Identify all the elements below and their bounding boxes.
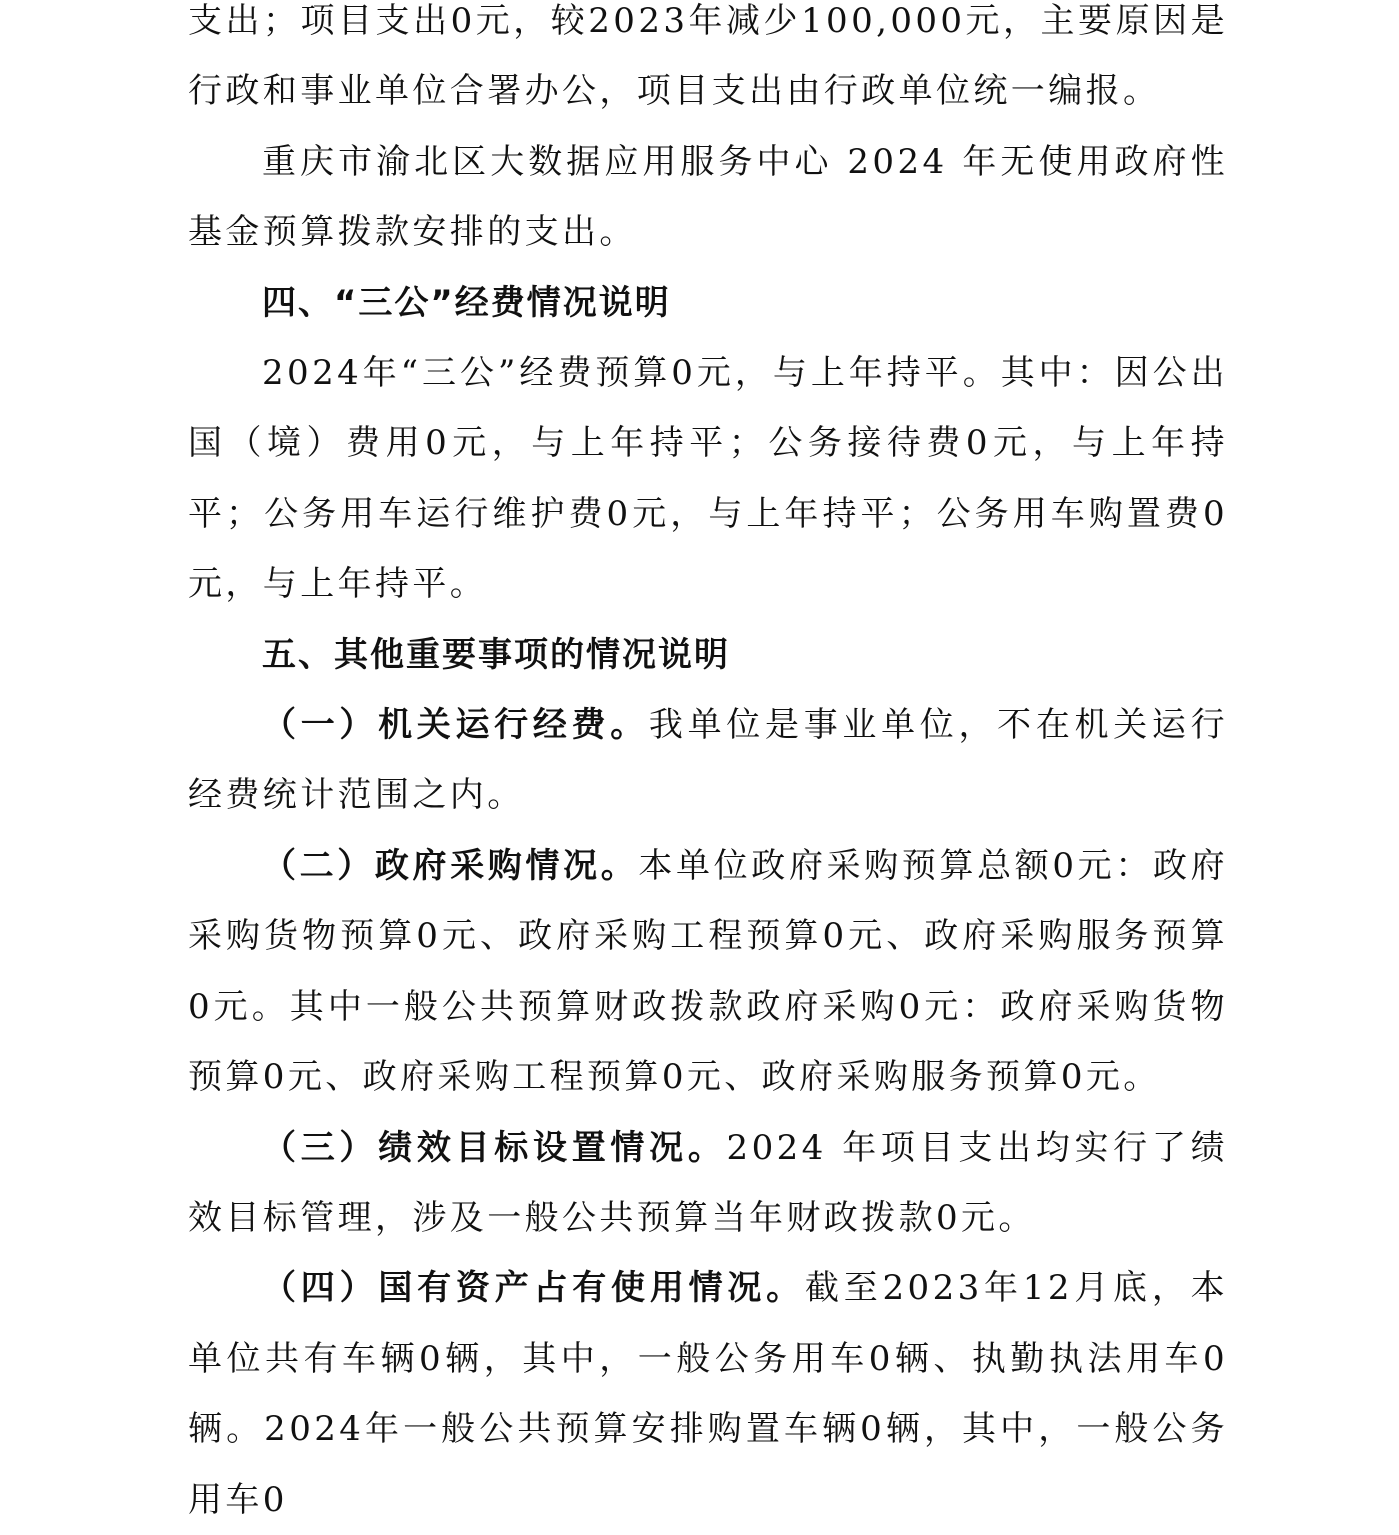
paragraph-state-assets: [188, 1253, 1228, 1535]
section-heading-three-public: 四、“三公”经费情况说明: [262, 282, 671, 323]
item-lead-procurement: （二）政府采购情况。: [262, 845, 639, 886]
paragraph-procurement: [188, 831, 1228, 1113]
item-body-state-assets: 截至2023年12月底，本单位共有车辆0辆，其中，一般公务用车0辆、执勤执法用车0辆。2024年一般公共预算安排购置车辆0辆，其中，一般公务用车0: [188, 1268, 1228, 1520]
item-body-performance-goals: 2024 年项目支出均实行了绩效目标管理，涉及一般公共预算当年财政拨款0元。: [188, 1127, 1228, 1238]
paragraph-government-fund: 重庆市渝北区大数据应用服务中心 2024 年无使用政府性基金预算拨款安排的支出。: [188, 141, 1228, 253]
paragraph-three-public-budget: 2024年“三公”经费预算0元，与上年持平。其中：因公出国（境）费用0元，与上年持平；公务接待费0元，与上年持平；公务用车运行维护费0元，与上年持平；公务用车购置费0元，与上年持平。: [188, 353, 1228, 605]
paragraph-project-expenditure: 支出；项目支出0元，较2023年减少100,000元，主要原因是行政和事业单位合署办公，项目支出由行政单位统一编报。: [188, 1, 1228, 112]
document-body: [188, 0, 1228, 1535]
item-lead-state-assets: （四）国有资产占有使用情况。: [262, 1268, 805, 1309]
item-lead-performance-goals: （三）绩效目标设置情况。: [262, 1127, 727, 1168]
paragraph-operating-expenses: [188, 690, 1228, 831]
item-lead-operating-expenses: （一）机关运行经费。: [262, 705, 649, 746]
paragraph-performance-goals: [188, 1113, 1228, 1254]
section-heading-other-matters: 五、其他重要事项的情况说明: [262, 634, 730, 675]
item-body-operating-expenses: 我单位是事业单位，不在机关运行经费统计范围之内。: [188, 705, 1229, 816]
item-body-procurement: 本单位政府采购预算总额0元：政府采购货物预算0元、政府采购工程预算0元、政府采购服务预算0元。其中一般公共预算财政拨款政府采购0元：政府采购货物预算0元、政府采购工程预算0元、政府采购服务预算0元。: [188, 845, 1229, 1098]
